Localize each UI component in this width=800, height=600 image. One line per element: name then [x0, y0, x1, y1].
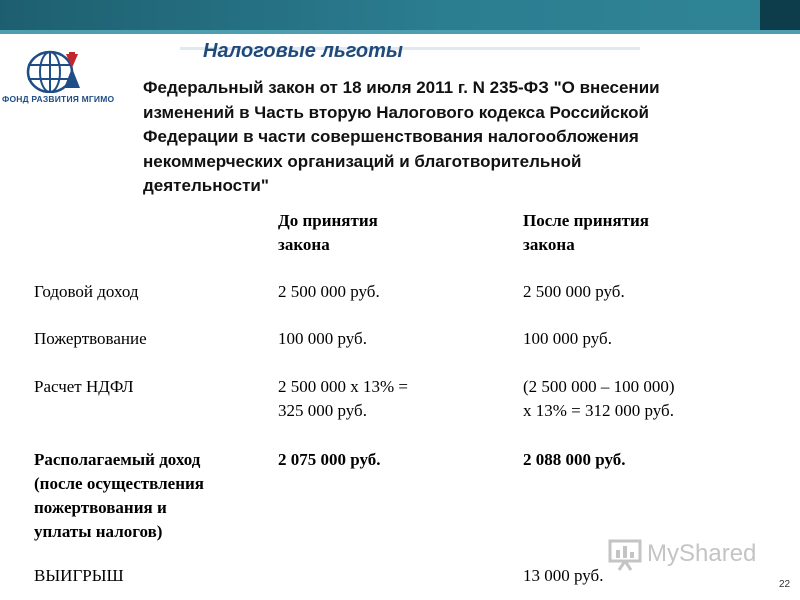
row-before-donation: 100 000 руб.	[278, 329, 367, 348]
law-line: Федерации в части совершенствования налогообложения	[143, 127, 639, 146]
header-after: После принятия закона	[523, 211, 649, 254]
row-before-annual-income: 2 500 000 руб.	[278, 282, 380, 301]
law-line: изменений в Часть вторую Налогового кодекса Российской	[143, 102, 649, 122]
watermark-text: MyShared	[647, 540, 757, 567]
presentation-icon	[607, 538, 643, 572]
row-after-disposable-income: 2 088 000 руб.	[523, 450, 626, 469]
page-title: Налоговые льготы	[203, 40, 404, 62]
row-label-disposable-income: Располагаемый доход (после осуществления пожертвования и уплаты налогов)	[34, 450, 204, 541]
row-label-donation: Пожертвование	[34, 329, 147, 348]
row-label-annual-income: Годовой доход	[34, 282, 139, 301]
row-before-tax-calc: 2 500 000 х 13% = 325 000 руб.	[278, 377, 408, 420]
row-after-gain: 13 000 руб.	[523, 566, 604, 585]
row-after-annual-income: 2 500 000 руб.	[523, 282, 625, 301]
law-line: некоммерческих организаций и благотворительной	[143, 151, 582, 171]
row-label-tax-calc: Расчет НДФЛ	[34, 377, 134, 396]
page-number: 22	[779, 579, 791, 590]
law-line: деятельности"	[143, 176, 269, 195]
logo-caption: ФОНД РАЗВИТИЯ МГИМО	[2, 94, 115, 104]
row-label-gain: ВЫИГРЫШ	[34, 566, 124, 585]
row-after-tax-calc: (2 500 000 – 100 000) х 13% = 312 000 руб.	[523, 377, 675, 420]
row-before-disposable-income: 2 075 000 руб.	[278, 450, 381, 469]
law-line: Федеральный закон от 18 июля 2011 г. N 235-ФЗ "О внесении	[143, 78, 660, 97]
header-before: До принятия закона	[278, 211, 378, 254]
row-after-donation: 100 000 руб.	[523, 329, 612, 348]
